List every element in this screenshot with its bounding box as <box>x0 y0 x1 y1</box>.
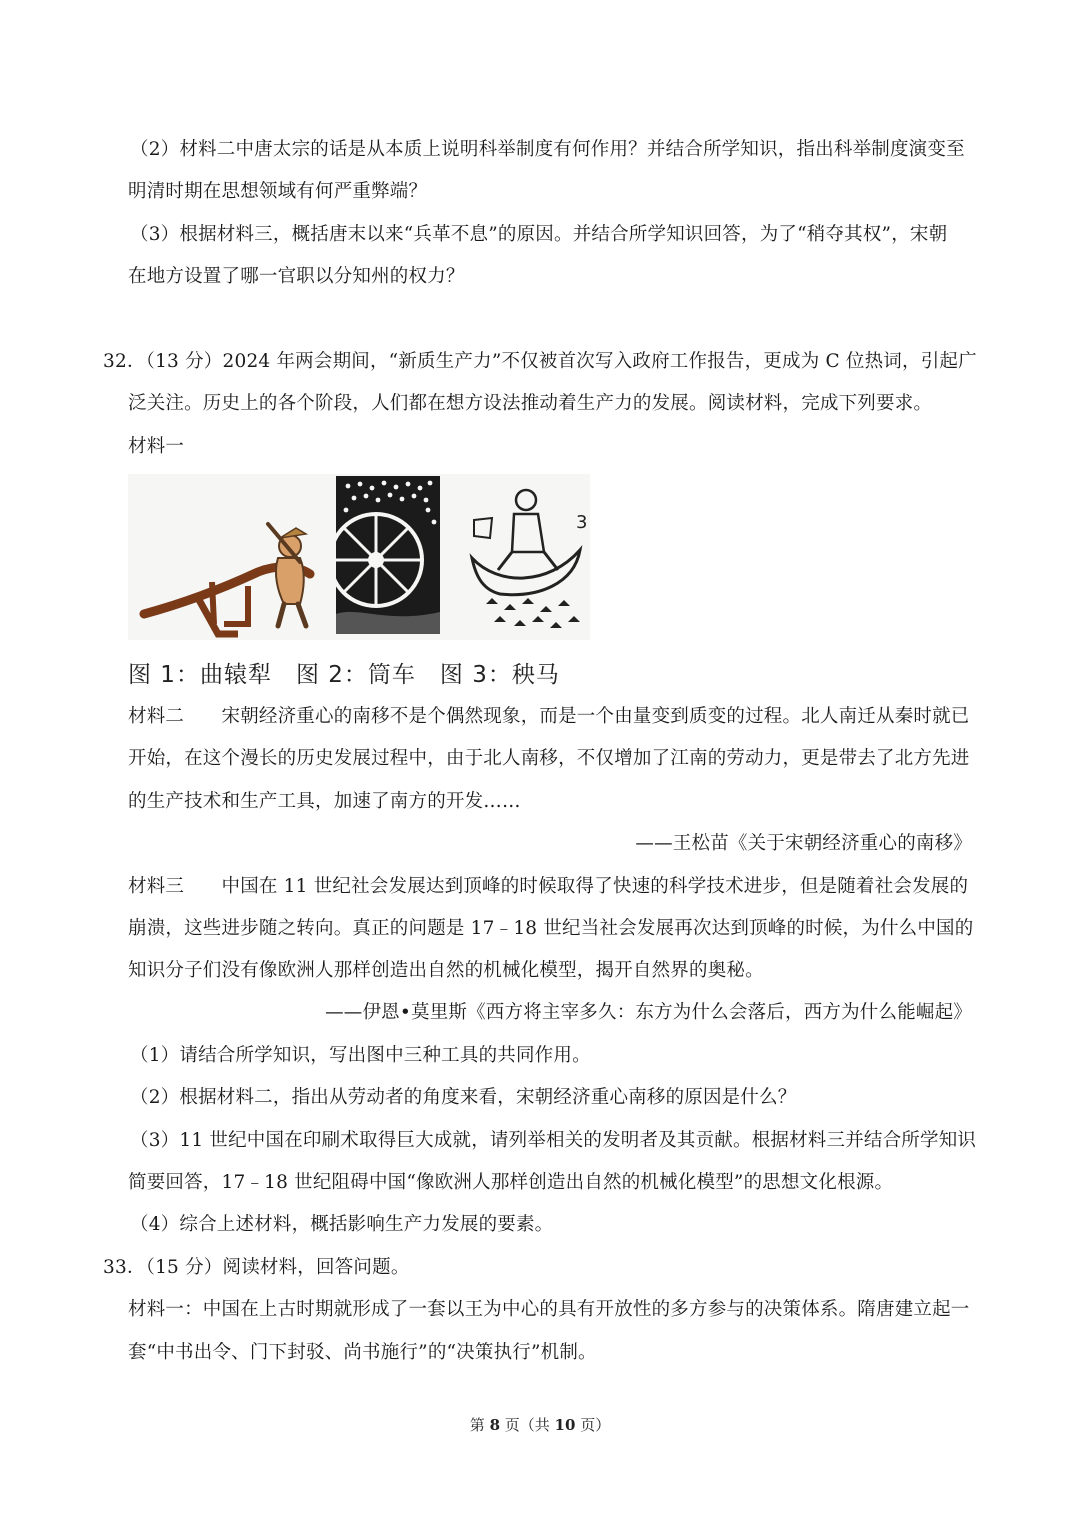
question-32-stem-line-1: 32．（13 分）2024 年两会期间，“新质生产力”不仅被首次写入政府工作报告，更成为 C 位热词，引起广 <box>103 351 977 372</box>
question-32-part-3-line-1: （3）11 世纪中国在印刷术取得巨大成就，请列举相关的发明者及其贡献。根据材料三并结合所学知识 <box>130 1130 977 1151</box>
material-2-line-1: 材料二 宋朝经济重心的南移不是个偶然现象，而是一个由量变到质变的过程。北人南迁从秦时就已 <box>128 706 970 727</box>
water-wheel-image <box>330 476 440 634</box>
material-2-line-3: 的生产技术和生产工具，加速了南方的开发…… <box>128 791 521 812</box>
question-31-part-2-line-2: 明清时期在思想领域有何严重弊端？ <box>128 181 428 202</box>
tools-illustration <box>128 474 590 640</box>
figure-caption: 图 1：曲辕犁 图 2：筒车 图 3：秧马 <box>128 662 560 688</box>
material-2-line-2: 开始，在这个漫长的历史发展过程中，由于北人南移，不仅增加了江南的劳动力，更是带去了北方先进 <box>128 748 970 769</box>
page-footer <box>0 1414 1080 1436</box>
material-3-source: ——伊恩•莫里斯《西方将主宰多久：东方为什么会落后，西方为什么能崛起》 <box>325 1002 972 1023</box>
question-32-part-3-line-2: 简要回答，17﹣18 世纪阻碍中国“像欧洲人那样创造出自然的机械化模型”的思想文化根源。 <box>128 1172 894 1193</box>
material-3-line-3: 知识分子们没有像欧洲人那样创造出自然的机械化模型，揭开自然界的奥秘。 <box>128 960 764 981</box>
question-31-part-2-line-1: （2）材料二中唐太宗的话是从本质上说明科举制度有何作用？并结合所学知识，指出科举制度演变至 <box>130 139 965 160</box>
question-33-material-1-line-1: 材料一：中国在上古时期就形成了一套以王为中心的具有开放性的多方参与的决策体系。隋唐建立起一 <box>128 1299 970 1320</box>
material-3-line-2: 崩溃，这些进步随之转向。真正的问题是 17﹣18 世纪当社会发展再次达到顶峰的时候，为什么中国的 <box>128 918 974 939</box>
footer-page-number: 8 <box>489 1416 500 1434</box>
question-32-part-1: （1）请结合所学知识，写出图中三种工具的共同作用。 <box>130 1045 591 1066</box>
question-32-stem-line-2: 泛关注。历史上的各个阶段，人们都在想方设法推动着生产力的发展。阅读材料，完成下列要求。 <box>128 393 933 414</box>
question-33-stem: 33．（15 分）阅读材料，回答问题。 <box>103 1257 410 1278</box>
figure-3-number: 3 <box>576 512 588 533</box>
footer-middle: 页（共 <box>500 1416 555 1434</box>
question-32-part-2: （2）根据材料二，指出从劳动者的角度来看，宋朝经济重心南移的原因是什么？ <box>130 1087 797 1108</box>
question-33-material-1-line-2: 套“中书出令、门下封驳、尚书施行”的“决策执行”机制。 <box>128 1342 597 1363</box>
footer-total-pages: 10 <box>554 1416 576 1434</box>
material-1-label: 材料一 <box>128 436 185 457</box>
question-31-part-3-line-1: （3）根据材料三，概括唐末以来“兵革不息”的原因。并结合所学知识回答，为了“稍夺其权”，宋朝 <box>130 224 948 245</box>
material-3-line-1: 材料三 中国在 11 世纪社会发展达到顶峰的时候取得了快速的科学技术进步，但是随着社会发展的 <box>128 876 969 897</box>
footer-prefix: 第 <box>469 1416 490 1434</box>
question-31-part-3-line-2: 在地方设置了哪一官职以分知州的权力？ <box>128 266 465 287</box>
footer-suffix: 页） <box>575 1416 611 1434</box>
question-32-part-4: （4）综合上述材料，概括影响生产力发展的要素。 <box>130 1214 554 1235</box>
tools-figure <box>128 474 590 640</box>
material-2-source: ——王松苗《关于宋朝经济重心的南移》 <box>635 833 972 854</box>
